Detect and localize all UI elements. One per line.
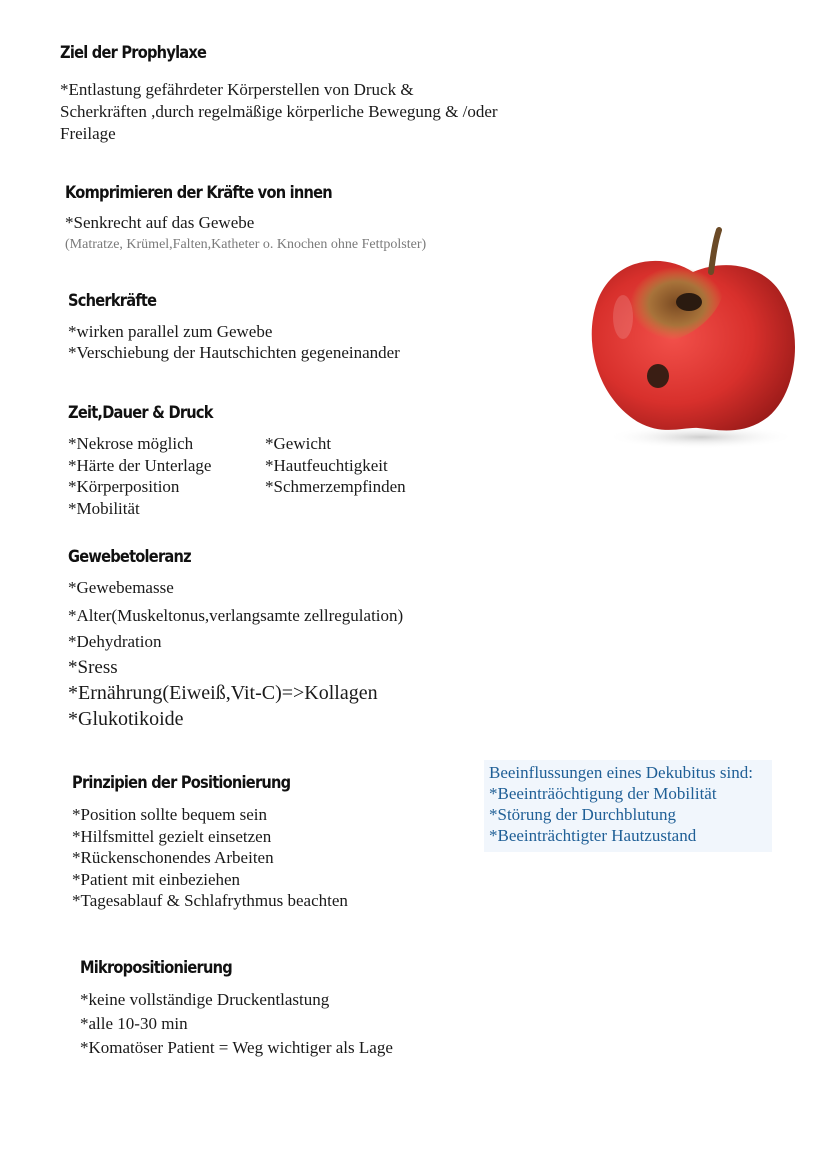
- list-item: *Rückenschonendes Arbeiten: [72, 848, 274, 867]
- list-item: *Komatöser Patient = Weg wichtiger als Lage: [80, 1038, 393, 1057]
- heading-scherkraefte: Scherkräfte: [68, 291, 157, 311]
- list-item: *Tagesablauf & Schlafrythmus beachten: [72, 891, 348, 910]
- list-item: *Position sollte bequem sein: [72, 805, 268, 824]
- list-item: *Sress: [68, 657, 118, 678]
- ziel-text: [60, 79, 498, 145]
- text-line: Scherkräften ,durch regelmäßige körperliche Bewegung & /oder: [60, 102, 498, 121]
- gewebe-list: [68, 574, 403, 732]
- info-line: Beeinflussungen eines Dekubitus sind:: [489, 763, 753, 782]
- list-item: *Hautfeuchtigkeit: [265, 455, 388, 475]
- info-line: *Beeinträöchtigung der Mobilität: [489, 784, 717, 803]
- list-item: *Gewicht: [265, 434, 332, 453]
- list-item: *alle 10-30 min: [80, 1014, 188, 1033]
- list-item: *Körperposition: [68, 477, 180, 496]
- info-line: *Beeinträchtigter Hautzustand: [489, 826, 697, 845]
- heading-komprimieren: Komprimieren der Kräfte von innen: [65, 183, 332, 203]
- heading-prinzipien-positionierung: Prinzipien der Positionierung: [72, 773, 291, 793]
- apple-shadow: [606, 425, 796, 449]
- text-line: *Verschiebung der Hautschichten gegeneinander: [68, 343, 400, 362]
- text-line: *Entlastung gefährdeter Körperstellen von Druck &: [60, 80, 414, 99]
- list-item: *Ernährung(Eiweiß,Vit-C)=>Kollagen: [68, 682, 378, 704]
- zeit-right-column: [265, 433, 406, 498]
- list-item: *Alter(Muskeltonus,verlangsamte zellregulation): [68, 606, 404, 625]
- info-box-text: [489, 762, 753, 846]
- list-item: *Glukotikoide: [68, 708, 184, 730]
- list-item: *Gewebemasse: [68, 578, 174, 597]
- heading-ziel-der-prophylaxe: Ziel der Prophylaxe: [60, 43, 207, 63]
- komprimieren-text: *Senkrecht auf das Gewebe: [65, 213, 255, 232]
- mikro-list: [80, 988, 393, 1060]
- heading-zeit-dauer-druck: Zeit,Dauer & Druck: [68, 403, 213, 423]
- text-line: Freilage: [60, 124, 116, 143]
- list-item: *Härte der Unterlage: [68, 455, 212, 475]
- list-item: *keine vollständige Druckentlastung: [80, 990, 330, 1009]
- list-item: *Schmerzempfinden: [265, 477, 406, 496]
- scherkraefte-text: [68, 321, 400, 363]
- text-line: *wirken parallel zum Gewebe: [68, 322, 273, 341]
- apple-highlight: [613, 295, 633, 339]
- rot-hole-lower: [647, 364, 669, 388]
- heading-gewebetoleranz: Gewebetoleranz: [68, 547, 191, 567]
- dekubitus-info-box: [484, 760, 772, 852]
- komprimieren-note: (Matratze, Krümel,Falten,Katheter o. Knochen ohne Fettpolster): [65, 237, 427, 252]
- list-item: *Dehydration: [68, 632, 162, 651]
- heading-mikropositionierung: Mikropositionierung: [80, 958, 232, 978]
- prinzipien-list: [72, 804, 348, 912]
- list-item: *Patient mit einbeziehen: [72, 869, 241, 889]
- list-item: *Hilfsmittel gezielt einsetzen: [72, 826, 272, 846]
- list-item: *Nekrose möglich: [68, 434, 194, 453]
- rotten-apple-image: [583, 222, 805, 454]
- rot-hole-upper: [676, 293, 702, 311]
- list-item: *Mobilität: [68, 498, 140, 518]
- zeit-left-column: [68, 433, 211, 519]
- info-line: *Störung der Durchblutung: [489, 805, 676, 824]
